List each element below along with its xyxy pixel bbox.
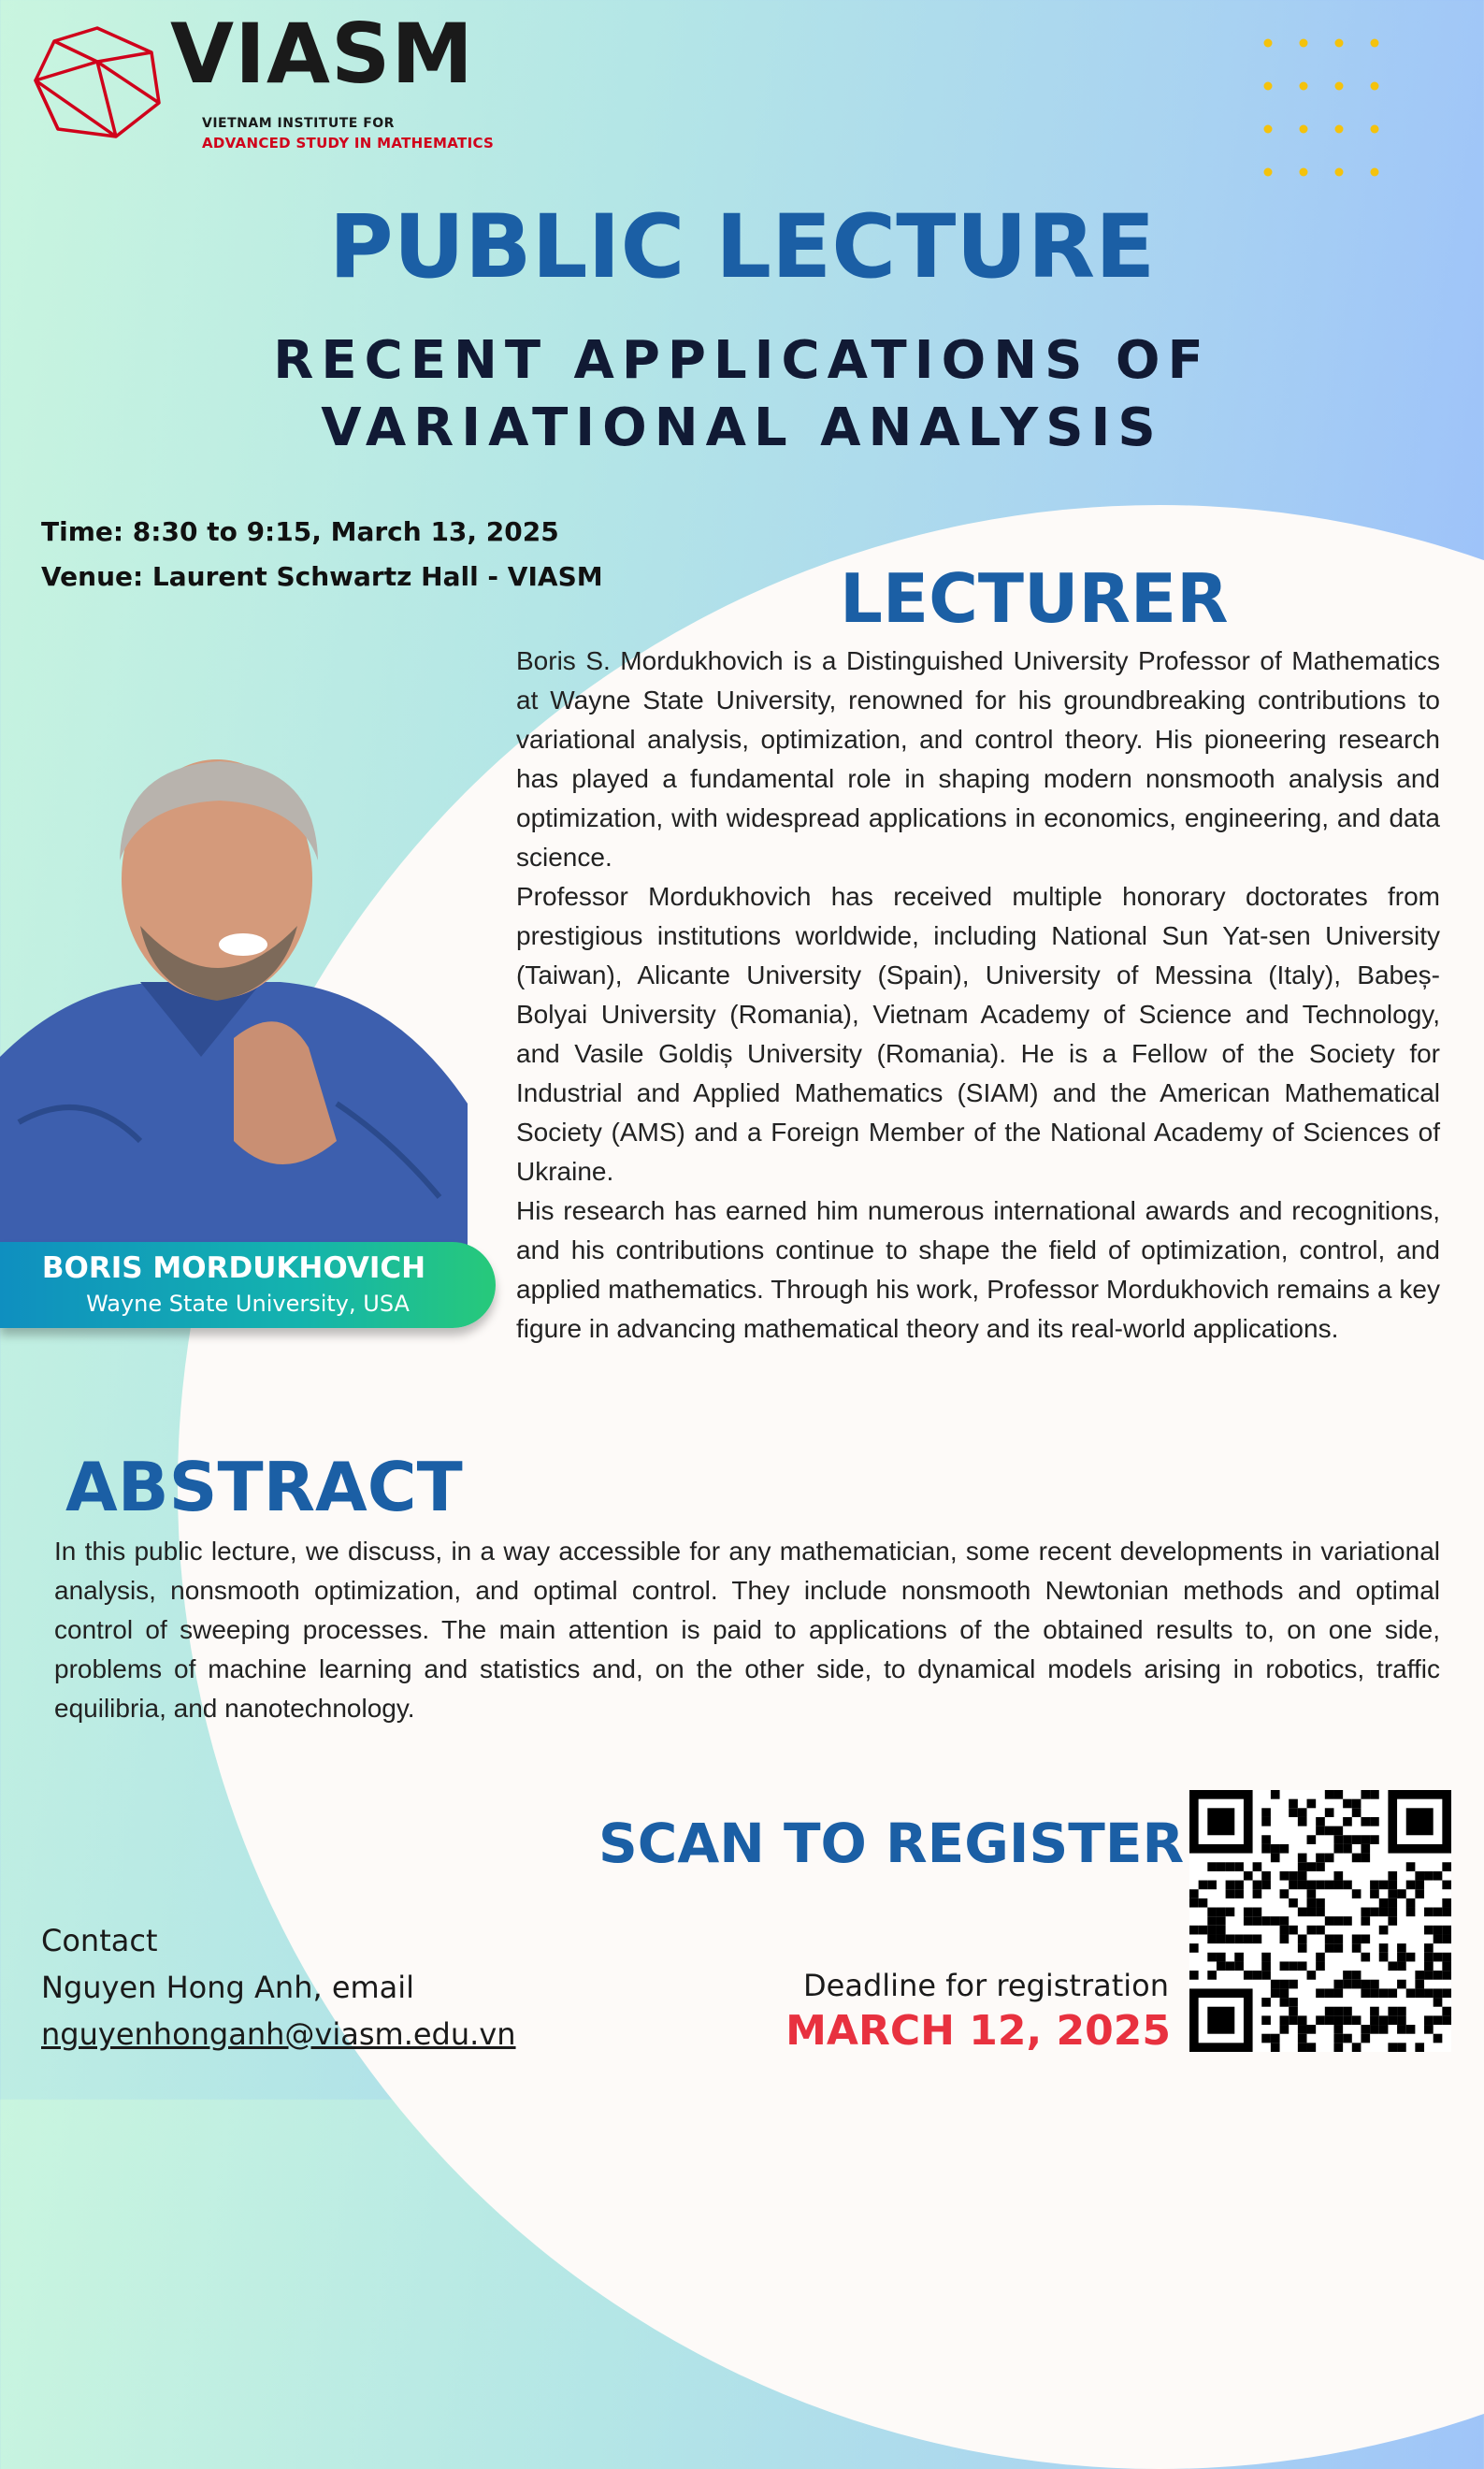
deadline-date: MARCH 12, 2025: [785, 2007, 1171, 2055]
lecturer-name: BORIS MORDUKHOVICH: [41, 1251, 426, 1285]
brand-name: VIASM: [170, 6, 474, 102]
event-type-heading: PUBLIC LECTURE: [328, 196, 1156, 298]
lecturer-heading: LECTURER: [840, 559, 1229, 638]
lecturer-portrait-icon: [0, 748, 468, 1253]
scan-to-register-label: SCAN TO REGISTER: [598, 1812, 1185, 1875]
deadline-label: Deadline for registration: [803, 1968, 1169, 2003]
viasm-logo-icon: [32, 24, 163, 140]
lecture-title-line-2: VARIATIONAL ANALYSIS: [321, 397, 1163, 458]
lecturer-bio-paragraph-2: Professor Mordukhovich has received multiple honorary doctorates from prestigious institutions worldwide, including National Sun Yat-sen University (Taiwan), Alicante University (Spain), University of Messina (Italy), Babeș-Bolyai University (Romania), Vietnam Academy of Science and Technology, and Vasile Goldiș University (Romania). He is a Fellow of the Society for Industrial and Applied Mathematics (SIAM) and the American Mathematical Society (AMS) and a Foreign Member of the National Academy of Sciences of Ukraine.: [516, 882, 1440, 1186]
lecture-title-line-1: RECENT APPLICATIONS OF: [273, 330, 1211, 391]
lecturer-bio: [516, 642, 1440, 1349]
decorative-dot-grid-icon: [1257, 34, 1397, 183]
qr-code-icon[interactable]: [1189, 1790, 1451, 2052]
brand-subtitle-1: VIETNAM INSTITUTE FOR: [202, 116, 395, 131]
abstract-text: In this public lecture, we discuss, in a way accessible for any mathematician, some recent developments in variational analysis, nonsmooth optimization, and optimal control. They include nonsmooth Newtonian methods and optimal control of sweeping processes. The main attention is paid to applications of the obtained results to, on one side, problems of machine learning and statistics and, on the other side, to dynamical models arising in robotics, traffic equilibria, and nanotechnology.: [54, 1537, 1440, 1723]
brand-subtitle-2: ADVANCED STUDY IN MATHEMATICS: [202, 135, 495, 152]
abstract-heading: ABSTRACT: [65, 1448, 463, 1526]
contact-person: Nguyen Hong Anh, email: [41, 1970, 415, 2005]
event-time: Time: 8:30 to 9:15, March 13, 2025: [41, 516, 559, 547]
event-venue: Venue: Laurent Schwartz Hall - VIASM: [41, 561, 603, 592]
lecture-title: [0, 327, 1484, 462]
contact-label: Contact: [41, 1923, 158, 1958]
lecturer-bio-paragraph-1: Boris S. Mordukhovich is a Distinguished University Professor of Mathematics at Wayne State University, renowned for his groundbreaking contributions to variational analysis, optimization, and control theory. His pioneering research has played a fundamental role in shaping modern nonsmooth analysis and optimization, with widespread applications in economics, engineering, and data science.: [516, 646, 1440, 872]
lecturer-affiliation: Wayne State University, USA: [86, 1291, 410, 1317]
contact-email-link[interactable]: nguyenhonganh@viasm.edu.vn: [41, 2016, 516, 2052]
lecturer-bio-paragraph-3: His research has earned him numerous international awards and recognitions, and his contributions continue to shape the field of optimization, control, and applied mathematics. Through his work, Professor Mordukhovich remains a key figure in advancing mathematical theory and its real-world applications.: [516, 1196, 1440, 1343]
